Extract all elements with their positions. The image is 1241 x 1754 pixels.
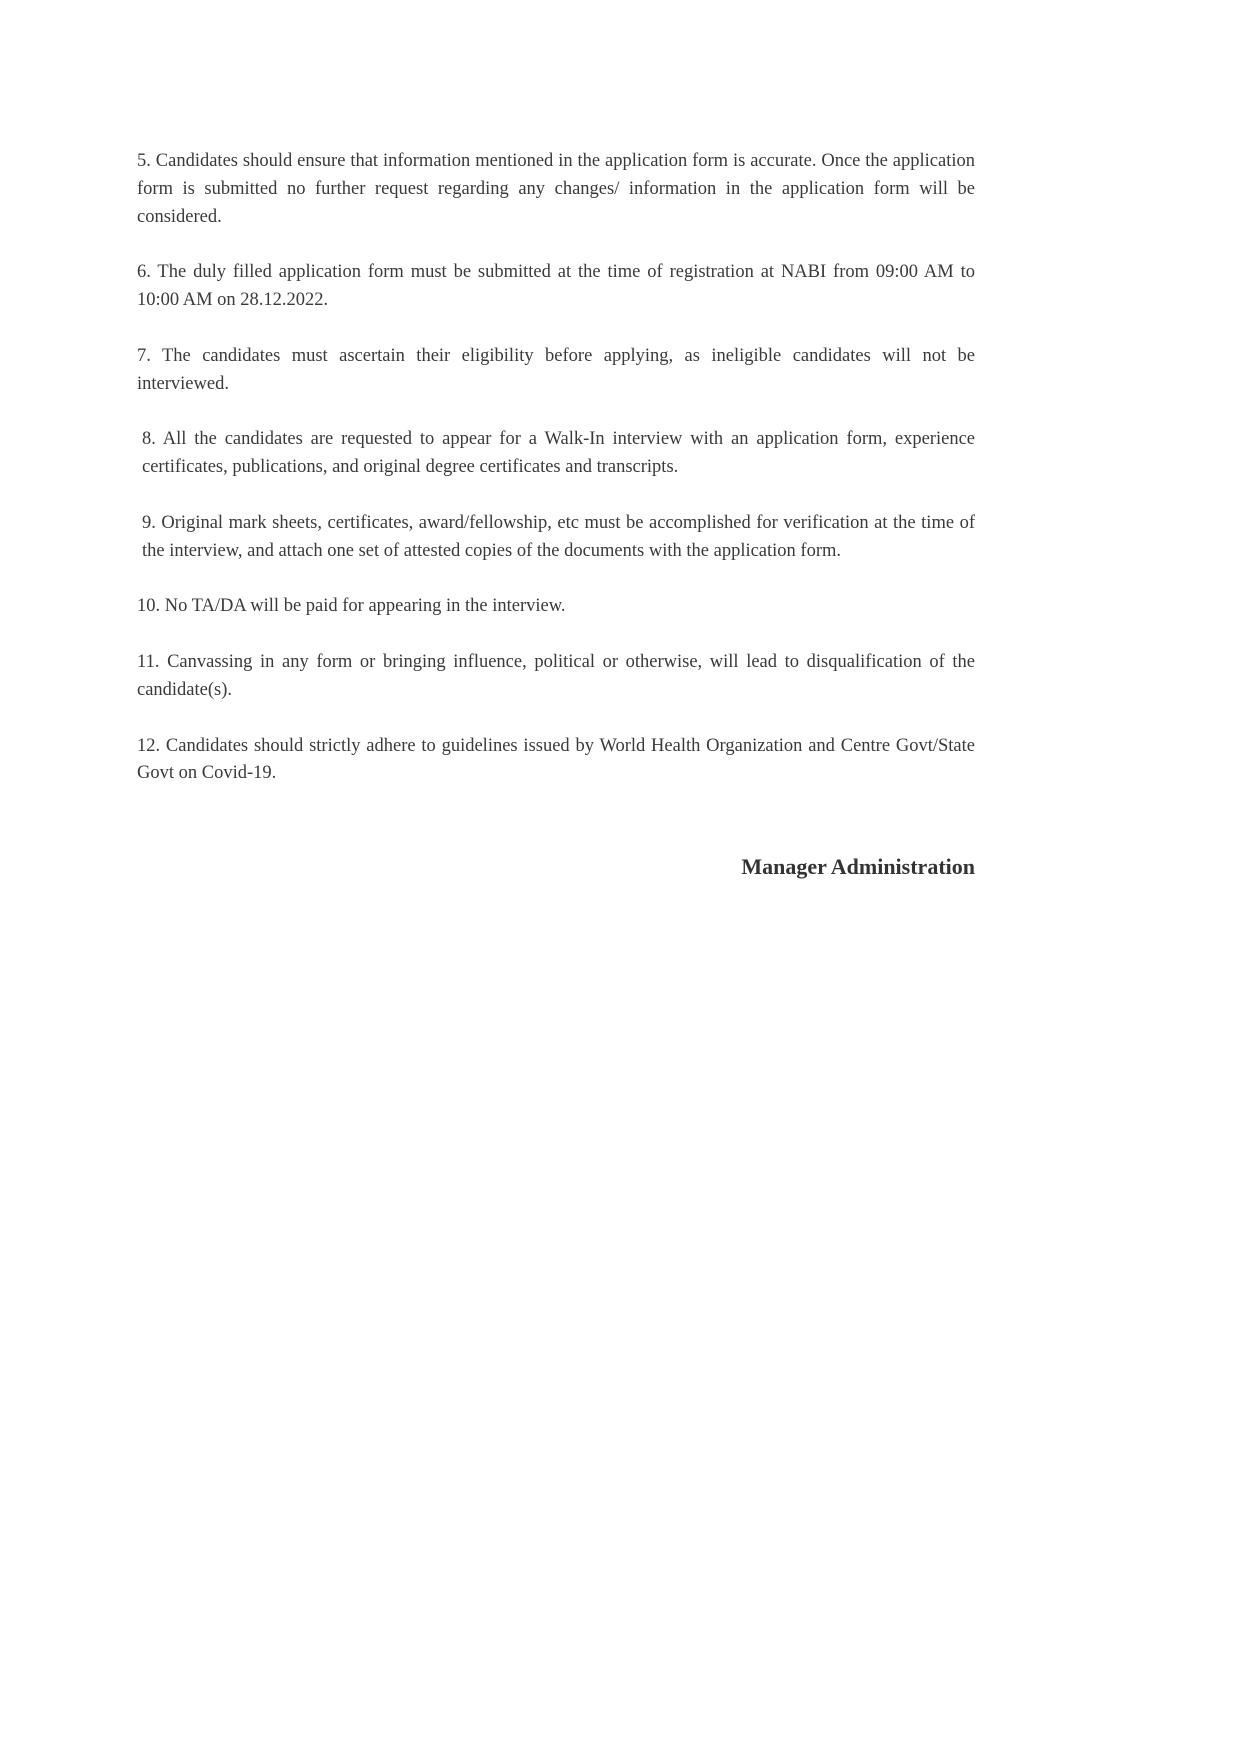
paragraph-10: 10. No TA/DA will be paid for appearing in the interview. bbox=[137, 596, 566, 617]
paragraph-12: 12. Candidates should strictly adhere to guidelines issued by World Health Organization and Centre Govt/State Govt on Covid-19. bbox=[137, 735, 975, 784]
paragraph-9: 9. Original mark sheets, certificates, award/fellowship, etc must be accomplished for verification at the time of the interview, and attach one set of attested copies of the documents with the application form. bbox=[142, 512, 975, 561]
paragraph-8: 8. All the candidates are requested to appear for a Walk-In interview with an application form, experience certificates, publications, and original degree certificates and transcripts. bbox=[142, 429, 975, 477]
paragraph-11: 11. Canvassing in any form or bringing influence, political or otherwise, will lead to disqualification of the candidate(s). bbox=[137, 652, 975, 700]
paragraph-6: 6. The duly filled application form must be submitted at the time of registration at NABI from 09:00 AM to 10:00 AM on 28.12.2022. bbox=[137, 262, 975, 310]
paragraph-7: 7. The candidates must ascertain their eligibility before applying, as ineligible candidates will not be interviewed. bbox=[137, 345, 975, 394]
signature-manager-administration: Manager Administration bbox=[741, 854, 975, 879]
paragraph-5: 5. Candidates should ensure that information mentioned in the application form is accurate. Once the application form is submitted no further request regarding any changes/ information in the application form will be considered. bbox=[137, 151, 975, 227]
